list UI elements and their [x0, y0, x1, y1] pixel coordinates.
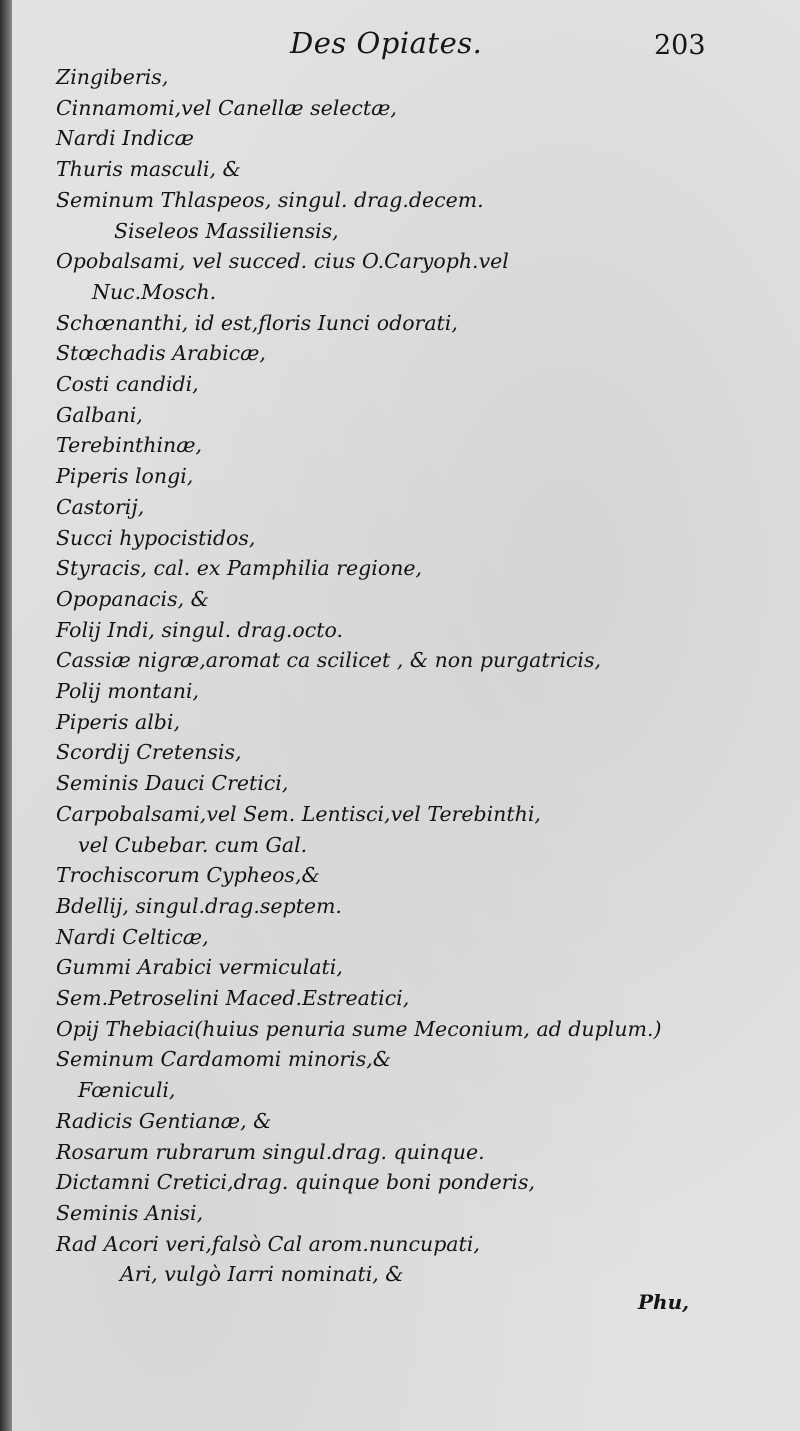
page-number: 203: [654, 30, 706, 61]
ingredient-line: Seminis Anisi,: [56, 1201, 204, 1225]
ingredient-line: Opij Thebiaci(huius penuria sume Meconium, ad duplum.): [56, 1017, 662, 1041]
ingredient-line: Dictamni Cretici,drag. quinque boni ponderis,: [56, 1170, 536, 1194]
running-title: Des Opiates.: [290, 26, 483, 60]
ingredient-line: Bdellij, singul.drag.septem.: [56, 894, 342, 918]
ingredient-line: Polij montani,: [56, 679, 200, 703]
ingredient-line: Succi hypocistidos,: [56, 526, 256, 550]
ingredient-line: Opobalsami, vel succed. cius O.Caryoph.vel: [56, 249, 509, 273]
ingredient-line: Rad Acori veri,falsò Cal arom.nuncupati,: [56, 1232, 480, 1256]
ingredient-line: Cassiæ nigræ,aromat ca scilicet , & non purgatricis,: [56, 648, 601, 672]
ingredient-line: Siseleos Massiliensis,: [114, 219, 339, 243]
ingredient-line: Castorij,: [56, 495, 145, 519]
ingredient-line: Sem.Petroselini Maced.Estreatici,: [56, 986, 410, 1010]
catchword: Phu,: [638, 1290, 690, 1314]
ingredient-line: Fœniculi,: [78, 1078, 176, 1102]
ingredient-line: Seminum Cardamomi minoris,&: [56, 1047, 392, 1071]
ingredient-line: Seminum Thlaspeos, singul. drag.decem.: [56, 188, 484, 212]
ingredient-line: Thuris masculi, &: [56, 157, 241, 181]
ingredient-line: Schœnanthi, id est,floris Iunci odorati,: [56, 311, 458, 335]
ingredient-line: Folij Indi, singul. drag.octo.: [56, 618, 343, 642]
ingredient-line: Ari, vulgò Iarri nominati, &: [120, 1262, 404, 1286]
ingredient-line: Scordij Cretensis,: [56, 740, 242, 764]
ingredient-line: Costi candidi,: [56, 372, 199, 396]
ingredient-line: Carpobalsami,vel Sem. Lentisci,vel Terebinthi,: [56, 802, 541, 826]
running-head: [12, 26, 800, 66]
ingredient-line: Radicis Gentianæ, &: [56, 1109, 272, 1133]
ingredient-line: Seminis Dauci Cretici,: [56, 771, 289, 795]
page-gutter-shadow: [0, 0, 12, 1431]
ingredient-line: Opopanacis, &: [56, 587, 209, 611]
ingredient-line: Rosarum rubrarum singul.drag. quinque.: [56, 1140, 485, 1164]
ingredient-line: Nuc.Mosch.: [92, 280, 217, 304]
ingredient-line: Zingiberis,: [56, 65, 169, 89]
ingredient-line: Trochiscorum Cypheos,&: [56, 863, 320, 887]
book-page: [12, 0, 800, 1431]
ingredient-line: Terebinthinæ,: [56, 433, 203, 457]
ingredient-line: Gummi Arabici vermiculati,: [56, 955, 343, 979]
ingredient-line: Styracis, cal. ex Pamphilia regione,: [56, 556, 423, 580]
ingredient-line: Piperis albi,: [56, 710, 180, 734]
ingredient-line: vel Cubebar. cum Gal.: [78, 833, 308, 857]
ingredient-line: Piperis longi,: [56, 464, 194, 488]
ingredient-line: Nardi Celticæ,: [56, 925, 209, 949]
ingredient-line: Nardi Indicæ: [56, 126, 194, 150]
ingredient-line: Cinnamomi,vel Canellæ selectæ,: [56, 96, 397, 120]
ingredient-line: Stœchadis Arabicæ,: [56, 341, 266, 365]
ingredient-line: Galbani,: [56, 403, 143, 427]
